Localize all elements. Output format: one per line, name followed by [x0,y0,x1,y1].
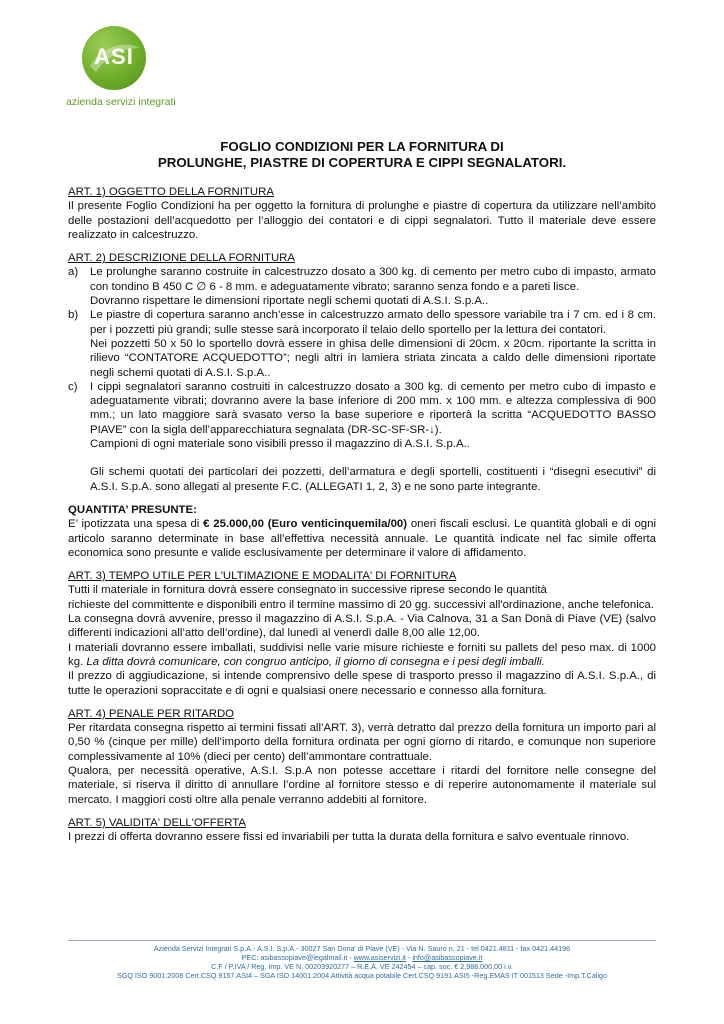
quantita-heading: QUANTITA’ PRESUNTE: [68,503,197,516]
footer-divider [68,940,656,941]
quantita-amount: € 25.000,00 (Euro venticinquemila/00) [203,518,408,531]
art3-p1: Tutti il materiale in fornitura dovrà essere consegnato in successive riprese secondo le quantità [68,584,547,597]
title-line-2: PROLUNGHE, PIASTRE DI COPERTURA E CIPPI SEGNALATORI. [157,155,567,170]
quantita-text-pre: E’ ipotizzata una spesa di [68,518,204,531]
item-b-text2: Nei pozzetti 50 x 50 lo sportello dovrà essere in ghisa delle dimensioni di 20cm. x 20cm. riportante la scritta in rilievo “CONTATORE ACQUEDOTTO”; negli altri in lamiera striata zincata a caldo delle dimensioni riportate negli schemi quotati di A.S.I. S.p.A.. [90,337,656,379]
document-body [68,185,656,844]
item-c-note2: Gli schemi quotati dei particolari dei pozzetti, dell’armatura e degli sportelli, costituenti i “disegni esecutivi” di A.S.I. S.p.A. sono allegati al presente F.C. (ALLEGATI 1, 2, 3) e ne sono parte integrante. [90,466,656,493]
art2-item-a [68,265,656,308]
art2-item-b [68,308,656,379]
logo-text: ASI [94,44,134,69]
item-a-label: a) [68,266,79,279]
art3-p3: La consegna dovrà avvenire, presso il magazzino di A.S.I. S.p.A. - Via Calnova, 31 a San Donà di Piave (VE) (salvo differenti indicazioni all’atto dell’ordine), dal lunedì al venerdì dalle 8,00 alle 12,00. [68,613,656,640]
footer-email-link[interactable]: info@asibassopiave.it [412,953,483,962]
art4-p2: Qualora, per necessità operative, A.S.I. S.p.A non potesse accettare i ritardi del fornitore nelle consegne del materiale, si riserva il diritto di annullare l’ordine al fornitore stesso e di reperire autonomamente il materiale sul mercato. I maggiori costi oltre alla penale verranno addebiti al fornitore. [68,764,656,806]
art3-p5: Il prezzo di aggiudicazione, si intende comprensivo delle spese di trasporto presso il magazzino di A.S.I. S.p.A., di tutte le operazioni sopraccitate e di ogni e qualsiasi onere necessario e connesso alla fornitura. [68,670,656,697]
item-c-note: Campioni di ogni materiale sono visibili presso il magazzino di A.S.I. S.p.A.. [90,438,470,451]
art3-p4-italic: La ditta dovrà comunicare, con congruo anticipo, il giorno di consegna e i pesi degli imballi. [86,655,545,668]
footer-line-1: Azienda Servizi Integrati S.p.A.- A.S.I. S.p.A.- 30027 San Dona' di Piave (VE) - Via N. Sauro n. 21 - tel 0421.4811 - fax 0421.44196 [153,944,571,953]
item-b-label: b) [68,309,79,322]
art2-heading: ART. 2) DESCRIZIONE DELLA FORNITURA [68,252,296,265]
art1-text: Il presente Foglio Condizioni ha per oggetto la fornitura di prolunghe e piastre di copertura da utilizzare nell’ambito delle postazioni dell’acquedotto per l’alloggio dei contatori e di cippi segnalatori. Tutto il materiale deve essere realizzato in calcestruzzo. [68,200,656,241]
footer-website-link[interactable]: www.asiservizi.it [353,953,406,962]
document-title [68,139,656,171]
footer-line-4: SGQ ISO 9001:2008 Cert.CSQ 9157.ASI4 – SGA ISO 14001:2004 Attività acqua potabile Cert.CSQ 9191.ASI5 -Reg.EMAS IT 001513 Sede -Imp.T.Caligo [116,971,608,980]
item-b-text: Le piastre di copertura saranno anch’esse in calcestruzzo armato dello spessore variabile tra i 7 cm. ed i 8 cm. per i pozzetti più grandi; sulle stesse sarà incorporato il telaio dello sportello per la lettura dei contatori. [90,309,656,336]
footer-line-2 [40,953,684,962]
art3-heading: ART. 3) TEMPO UTILE PER L'ULTIMAZIONE E MODALITA' DI FORNITURA [68,570,457,583]
asi-logo [66,26,176,108]
item-a-text: Le prolunghe saranno costruite in calcestruzzo dosato a 300 kg. di cemento per metro cubo di impasto, armato con tondino B 450 C ∅ 6 - 8 mm. e adeguatamente vibrato; saranno senza fondo e a pareti lisce. [90,266,656,293]
logo-subtitle: azienda servizi integrati [66,96,176,108]
art3-p4-text: I materiali dovranno essere imballati, suddivisi nelle varie misure richieste e forniti su pallets del peso max. di 1000 kg. [68,641,656,668]
item-c-text: I cippi segnalatori saranno costruiti in calcestruzzo dosato a 300 kg. di cemento per metro cubo di impasto e adeguatamente vibrati; dovranno avere la base inferiore di 200 mm. x 100 mm. e altezza complessiva di 900 mm.; un lato maggiore sarà svasato verso la base superiore e riporterà la scritta “ACQUEDOTTO BASSO PIAVE” con la sigla dell’apparecchiatura segnalata (DR-SC-SF-SR-↓). [90,380,656,436]
art2-item-c [68,380,656,494]
footer-separator: - [405,953,413,962]
art3-p4 [68,641,656,670]
quantita-text-post: oneri fiscali esclusi. Le quantità globali e di ogni articolo saranno determinate in base all’effettiva necessità annuale. Le quantità indicate nel fac simile offerta economica sono presunte e valide esclusivamente per determinare il valore di affidamento. [68,518,656,559]
quantita-text [68,517,656,560]
art5-heading: ART. 5) VALIDITA' DELL'OFFERTA [68,816,246,829]
footer-pec: PEC: asibassopiave@legalmail.it - [241,953,354,962]
art3-p2: richieste del committente e disponibili entro il termine massimo di 20 gg. successivi all'ordinazione, anche telefonica. [68,598,654,611]
item-a-note: Dovranno rispettare le dimensioni riportate negli schemi quotati di A.S.I. S.p.A.. [90,295,489,308]
art5-p1: I prezzi di offerta dovranno essere fissi ed invariabili per tutta la durata della fornitura e salvo eventuale rinnovo. [68,831,630,844]
art4-p1: Per ritardata consegna rispetto ai termini fissati all’ART. 3), verrà detratto dal prezzo della fornitura un importo pari al 0,50 % (cinque per mille) dell’importo della fornitura ordinata per ogni giorno di ritardo, e comunque non superiore complessivamente al 10% (dieci per cento) dell’ammontare contrattuale. [68,722,656,763]
art1-heading: ART. 1) OGGETTO DELLA FORNITURA [68,186,274,198]
footer [40,944,684,980]
art4-heading: ART. 4) PENALE PER RITARDO [68,707,235,720]
item-c-label: c) [68,380,78,393]
title-line-1: FOGLIO CONDIZIONI PER LA FORNITURA DI [220,139,504,154]
footer-line-3: C.F / P.IVA / Reg. Imp. VE N. 00203920277 – R.E.A. VE 242454 – cap. soc. € 2.986.000,00 i.v. [211,962,513,971]
